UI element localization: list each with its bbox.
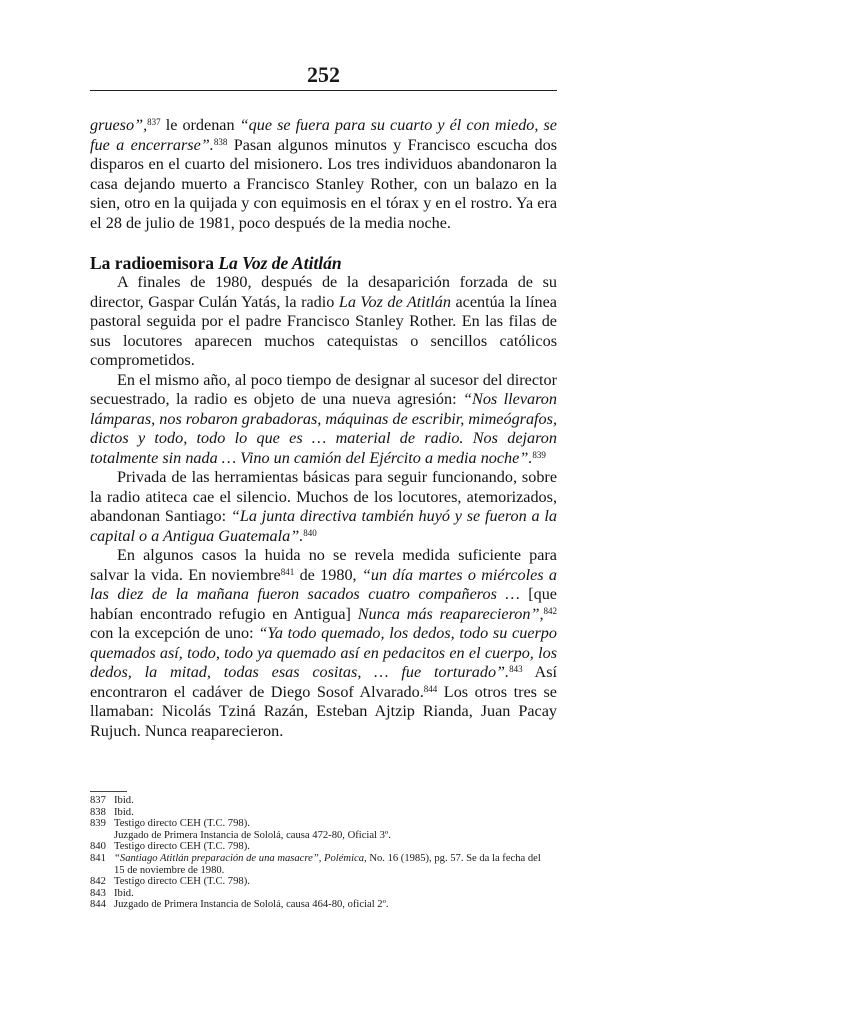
footnote-ref[interactable]: 842 [543, 605, 558, 616]
footnote [90, 795, 557, 807]
paragraph [90, 371, 557, 469]
testimony-quote: “Nos llevaron lámparas, nos robaron grabadoras, máquinas de escribir, mimeógrafos, dictos y todo, todo lo que es … material de radio. Nos dejaron totalmente sin nada … Vino un camión del Ejército a media noche”. [90, 390, 557, 467]
footnote-text: Ibid. [114, 795, 134, 806]
footnote-text: Ibid. [114, 806, 134, 818]
section-heading [90, 253, 557, 273]
footnote [90, 899, 557, 911]
text-run: Privada de las herramientas básicas para seguir funcionando, sobre la radio atiteca cae el silencio. Muchos de los locutores, atemorizados, abandonan Santiago: [90, 468, 557, 525]
testimony-quote: “un día martes o miércoles a las diez de la mañana fueron sacados cuatro compañeros … [90, 565, 557, 603]
editorial-insert: [que habían encontrado refugio en Antigua] [90, 585, 557, 623]
footnote-number: 837 [90, 795, 106, 806]
footnote [90, 818, 557, 841]
quote-fragment: grueso”, [90, 116, 148, 134]
footnote-number: 844 [90, 899, 106, 911]
footnote-text: Testigo directo CEH (T.C. 798). [114, 876, 250, 888]
footnote-text: Juzgado de Primera Instancia de Sololá, causa 464-80, oficial 2º. [114, 899, 389, 911]
footnote-number: 841 [90, 852, 106, 864]
header-rule [90, 90, 557, 91]
footnote-ref[interactable]: 839 [532, 449, 546, 460]
footnote-citation-title: “Santiago Atitlán preparación de una masacre”, Polémica, [114, 852, 367, 864]
text-run: A finales de 1980, después de la desaparición forzada de su director, Gaspar Culán Yatás, la radio [90, 273, 557, 311]
testimony-quote: “Ya todo quemado, los dedos, todo su cuerpo quemados así, todo, todo ya quemado así en pedacitos en el cuerpo, los dedos, la mitad, todas esas cositas, … fue torturado”. [90, 624, 557, 681]
footnote-number: 843 [90, 887, 106, 899]
footnote-text: Ibid. [114, 887, 134, 899]
paragraph [90, 273, 557, 371]
footnote [90, 876, 557, 888]
footnote-number: 838 [90, 806, 106, 818]
text-run: Los otros tres se llamaban: Nicolás Tziná Razán, Esteban Ajtzip Rianda, Juan Pacay Rujuch. Nunca reaparecieron. [90, 682, 557, 740]
footnote [90, 853, 557, 876]
footnote-text: No. 16 (1985), pg. 57. Se da la fecha del [366, 852, 541, 864]
text-run: con la excepción de uno: [90, 624, 259, 642]
quote-fragment: “que se fuera para su cuarto y él con miedo, se fue a encerrarse”. [90, 116, 557, 154]
footnote-number: 839 [90, 818, 106, 830]
text-run: En algunos casos la huida no se revela medida suficiente para salvar la vida. En noviembre [90, 546, 557, 584]
text-run: de 1980, [294, 565, 362, 584]
footnote-number: 842 [90, 876, 106, 888]
paragraph-continuation [90, 116, 557, 233]
paragraph [90, 546, 557, 741]
footnote-ref[interactable]: 840 [303, 527, 317, 538]
text-run: acentúa la línea pastoral seguida por el padre Francisco Stanley Rother. En las filas de sus locutores aparecen muchos catequistas o sencillos católicos comprometidos. [90, 292, 557, 369]
footnote-separator [90, 791, 127, 792]
footnote-text: Testigo directo CEH (T.C. 798). [114, 818, 250, 830]
footnotes [90, 795, 557, 911]
radio-name: La Voz de Atitlán [338, 292, 451, 311]
text-run: le ordenan [160, 116, 240, 134]
text-run: Así encontraron el cadáver de Diego Sosof Alvarado. [90, 663, 558, 701]
footnote-continuation: 15 de noviembre de 1980. [114, 864, 225, 876]
text-run: Pasan algunos minutos y Francisco escucha dos disparos en el cuarto del misionero. Los tres individuos abandonaron la casa dejando muerto a Francisco Stanley Rother, con un balazo en la sien, otro en la quijada y con equimosis en el tórax y en el rostro. Ya era el 28 de julio de 1981, poco después de la media noche. [90, 135, 558, 232]
footnote-number: 840 [90, 841, 106, 853]
paragraph [90, 468, 557, 546]
testimony-quote: “La junta directiva también huyó y se fueron a la capital o a Antigua Guatemala”. [90, 507, 557, 545]
testimony-quote: Nunca más reaparecieron”, [357, 604, 544, 623]
footnote-continuation: Juzgado de Primera Instancia de Sololá, causa 472-80, Oficial 3º. [114, 829, 391, 841]
footnote-ref[interactable]: 837 [147, 117, 161, 127]
footnote-text: Testigo directo CEH (T.C. 798). [114, 841, 250, 853]
heading-italic-title: La Voz de Atitlán [218, 253, 342, 273]
page-number: 252 [307, 62, 340, 87]
footnote [90, 888, 557, 900]
footnote [90, 841, 557, 853]
footnote-ref[interactable]: 841 [280, 566, 295, 577]
footnote [90, 807, 557, 819]
footnote-ref[interactable]: 844 [423, 683, 438, 694]
footnote-ref[interactable]: 843 [509, 664, 523, 674]
text-run: En el mismo año, al poco tiempo de designar al sucesor del director secuestrado, la radio es objeto de una nueva agresión: [90, 370, 557, 408]
footnote-ref[interactable]: 838 [213, 136, 228, 147]
heading-text: La radioemisora [90, 253, 219, 273]
footnote-body [114, 853, 557, 865]
body-text [90, 116, 557, 741]
